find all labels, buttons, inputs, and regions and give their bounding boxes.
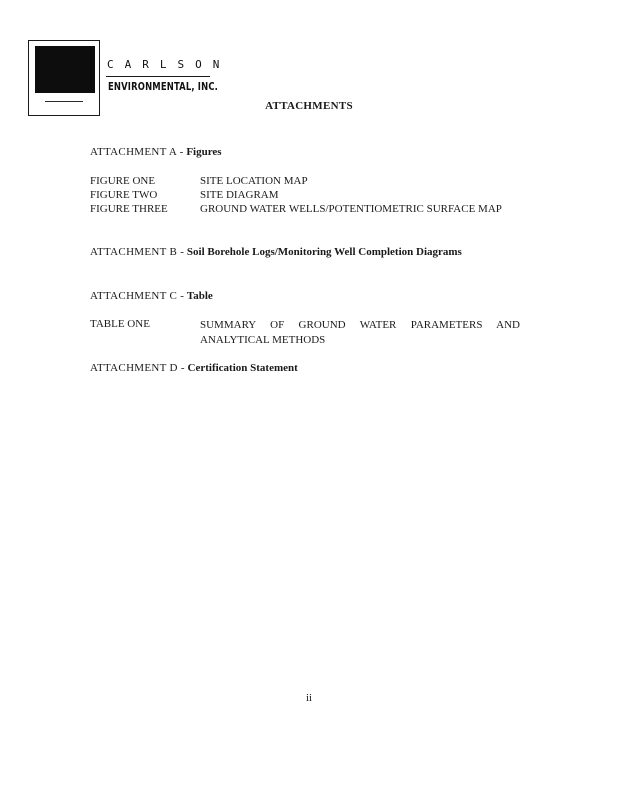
table-one-desc: SUMMARY OF GROUND WATER PARAMETERS AND ANALYTICAL METHODS bbox=[200, 319, 520, 346]
figure-three-row bbox=[90, 203, 502, 215]
page-number: ii bbox=[305, 692, 313, 704]
attachment-d-code: ATTACHMENT D - bbox=[90, 362, 185, 374]
attachment-d-title: Certification Statement bbox=[187, 362, 298, 374]
figure-two-row bbox=[90, 189, 279, 201]
attachment-a-title: Figures bbox=[186, 146, 222, 158]
figure-two-label: FIGURE TWO bbox=[90, 189, 158, 201]
attachment-a-code: ATTACHMENT A - bbox=[90, 146, 184, 158]
figure-one-row bbox=[90, 175, 308, 187]
logo-black-square bbox=[35, 46, 95, 93]
attachment-c-heading bbox=[90, 290, 213, 302]
figure-one-desc: SITE LOCATION MAP bbox=[200, 175, 308, 187]
attachment-a-heading bbox=[90, 146, 222, 158]
figure-three-desc: GROUND WATER WELLS/POTENTIOMETRIC SURFACE MAP bbox=[200, 203, 502, 215]
attachment-b-heading bbox=[90, 246, 462, 258]
attachment-b-code: ATTACHMENT B - bbox=[90, 246, 185, 258]
figure-one-label: FIGURE ONE bbox=[90, 175, 156, 187]
table-one-label: TABLE ONE bbox=[90, 318, 150, 330]
attachment-d-heading bbox=[90, 362, 298, 374]
company-name: CARLSON bbox=[107, 58, 231, 71]
figure-three-label: FIGURE THREE bbox=[90, 203, 168, 215]
company-subtitle: ENVIRONMENTAL, INC. bbox=[108, 80, 219, 93]
figure-two-desc: SITE DIAGRAM bbox=[200, 189, 279, 201]
attachment-c-title: Table bbox=[186, 290, 213, 302]
page-title: ATTACHMENTS bbox=[265, 100, 353, 112]
logo-divider bbox=[106, 76, 210, 77]
attachment-b-title: Soil Borehole Logs/Monitoring Well Completion Diagrams bbox=[186, 246, 462, 258]
attachment-c-code: ATTACHMENT C - bbox=[90, 290, 185, 302]
